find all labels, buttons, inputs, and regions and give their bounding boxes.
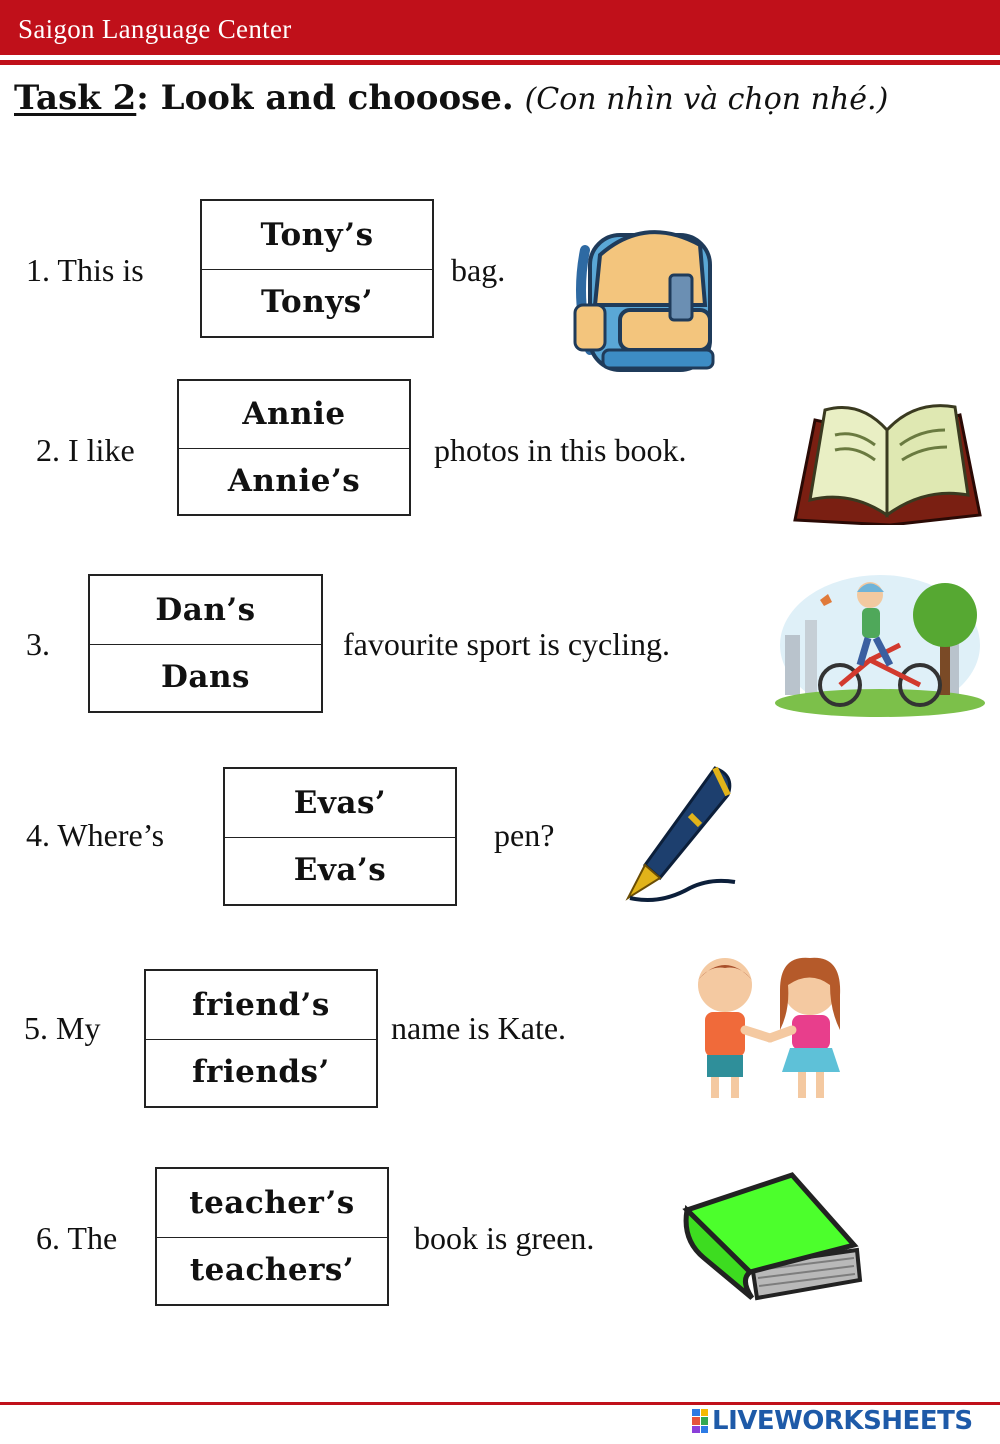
- question-4-option-b[interactable]: Eva’s: [293, 852, 387, 889]
- task-title: [14, 78, 888, 118]
- question-1-option-b[interactable]: Tonys’: [261, 284, 373, 321]
- question-5-option-b[interactable]: friends’: [192, 1054, 330, 1091]
- question-3-option-a[interactable]: Dan’s: [90, 576, 321, 645]
- question-6-prefix: 6. The: [36, 1220, 118, 1256]
- question-1-option-a[interactable]: Tony’s: [202, 201, 432, 270]
- question-6-option-b[interactable]: teachers’: [189, 1252, 355, 1289]
- question-3-option-b[interactable]: Dans: [161, 659, 250, 696]
- question-5-suffix: name is Kate.: [391, 1010, 567, 1046]
- logo-text: LIVEWORKSHEETS: [712, 1406, 973, 1436]
- question-2-choices: [177, 379, 411, 516]
- question-3-choices: [88, 574, 323, 713]
- question-1-prefix: 1. This is: [26, 252, 144, 288]
- two-kids-image: [680, 950, 855, 1110]
- open-book-image: [790, 395, 985, 525]
- question-3-suffix: favourite sport is cycling.: [343, 626, 671, 662]
- green-book-image: [682, 1170, 867, 1305]
- question-5-option-a[interactable]: friend’s: [146, 971, 376, 1040]
- org-name: Saigon Language Center: [18, 14, 292, 44]
- question-3-prefix: 3.: [26, 626, 50, 662]
- question-4-prefix: 4. Where’s: [26, 817, 165, 853]
- backpack-image: [555, 210, 730, 375]
- boy-cycling-image: [770, 565, 990, 720]
- logo-grid-icon: [692, 1409, 708, 1433]
- question-2-suffix: photos in this book.: [434, 432, 687, 468]
- fountain-pen-image: [620, 760, 740, 910]
- question-4-suffix: pen?: [494, 817, 555, 853]
- task-label: Task 2: [14, 78, 137, 118]
- question-4-choices: [223, 767, 457, 906]
- question-2-option-a[interactable]: Annie: [179, 381, 409, 449]
- question-1-choices: [200, 199, 434, 338]
- header-bar: [0, 0, 1000, 55]
- question-5-prefix: 5. My: [24, 1010, 101, 1046]
- question-4-option-a[interactable]: Evas’: [225, 769, 455, 838]
- question-6-choices: [155, 1167, 389, 1306]
- question-6-suffix: book is green.: [414, 1220, 595, 1256]
- question-6-option-a[interactable]: teacher’s: [157, 1169, 387, 1238]
- header-divider: [0, 60, 1000, 65]
- liveworksheets-logo: [692, 1404, 973, 1438]
- question-1-suffix: bag.: [451, 252, 506, 288]
- question-5-choices: [144, 969, 378, 1108]
- question-2-option-b[interactable]: Annie’s: [227, 462, 361, 499]
- question-2-prefix: 2. I like: [36, 432, 135, 468]
- task-instruction-vi: (Con nhìn và chọn nhé.): [524, 82, 889, 117]
- task-instruction: : Look and chooose.: [136, 78, 514, 118]
